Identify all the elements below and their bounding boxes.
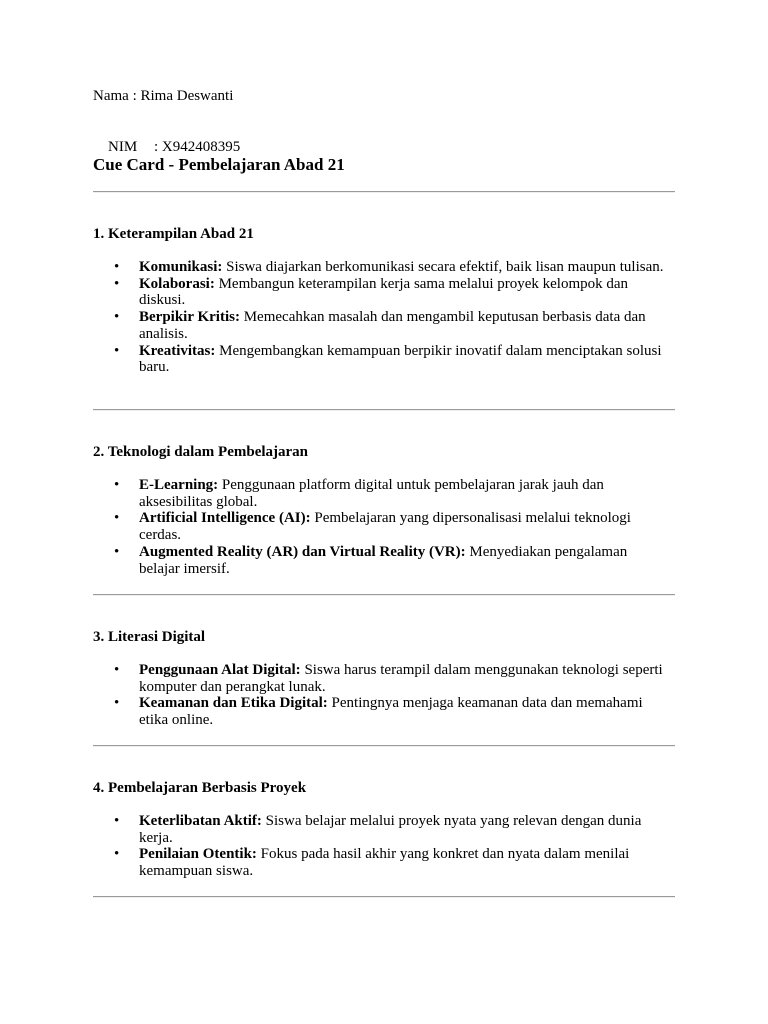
bullet-icon: • bbox=[114, 275, 120, 292]
bullet-icon: • bbox=[114, 342, 120, 359]
item-term: Keamanan dan Etika Digital: bbox=[139, 695, 328, 712]
item-text: Pembelajaran yang dipersonalisasi melalui teknologi cerdas. bbox=[139, 510, 631, 544]
item-text: Fokus pada hasil akhir yang konkret dan nyata dalam menilai kemampuan siswa. bbox=[139, 846, 630, 880]
divider bbox=[93, 896, 675, 898]
divider bbox=[93, 191, 675, 193]
bullet-icon: • bbox=[114, 695, 120, 712]
nim-label: NIM bbox=[108, 139, 138, 155]
bullet-list bbox=[93, 662, 675, 729]
nim-value: : X942408395 bbox=[154, 139, 241, 155]
item-term: Penilaian Otentik: bbox=[139, 846, 257, 863]
bullet-icon: • bbox=[114, 846, 120, 863]
bullet-icon: • bbox=[114, 510, 120, 527]
item-text: Mengembangkan kemampuan berpikir inovatif dalam menciptakan solusi baru. bbox=[139, 342, 662, 376]
item-text: Pentingnya menjaga keamanan data dan memahami etika online. bbox=[139, 695, 643, 729]
item-term: Kolaborasi: bbox=[139, 275, 215, 292]
bullet-icon: • bbox=[114, 543, 120, 560]
list-item bbox=[93, 309, 675, 342]
item-term: Keterlibatan Aktif: bbox=[139, 813, 262, 829]
section-heading: 1. Keterampilan Abad 21 bbox=[93, 226, 254, 242]
student-name: Nama : Rima Deswanti bbox=[93, 88, 234, 104]
divider bbox=[93, 594, 675, 596]
list-item bbox=[93, 477, 675, 510]
list-item bbox=[93, 510, 675, 543]
list-item bbox=[93, 259, 675, 276]
item-term: Komunikasi: bbox=[139, 259, 223, 275]
list-item bbox=[93, 343, 675, 376]
item-text: Penggunaan platform digital untuk pembelajaran jarak jauh dan aksesibilitas global. bbox=[139, 477, 604, 510]
item-term: Augmented Reality (AR) dan Virtual Reality (VR): bbox=[139, 543, 466, 560]
document-title: Cue Card - Pembelajaran Abad 21 bbox=[93, 155, 345, 174]
section-heading: 3. Literasi Digital bbox=[93, 629, 206, 645]
list-item bbox=[93, 695, 675, 728]
item-term: E-Learning: bbox=[139, 477, 219, 493]
bullet-list bbox=[93, 477, 675, 577]
bullet-icon: • bbox=[114, 813, 120, 829]
list-item bbox=[93, 544, 675, 577]
bullet-icon: • bbox=[114, 259, 120, 275]
item-term: Penggunaan Alat Digital: bbox=[139, 662, 301, 678]
bullet-list bbox=[93, 813, 675, 880]
list-item bbox=[93, 846, 675, 879]
item-term: Berpikir Kritis: bbox=[139, 309, 240, 326]
item-term: Kreativitas: bbox=[139, 342, 216, 359]
item-text: Siswa diajarkan berkomunikasi secara efektif, baik lisan maupun tulisan. bbox=[222, 259, 664, 275]
list-item bbox=[93, 662, 675, 695]
divider bbox=[93, 745, 675, 747]
divider bbox=[93, 409, 675, 411]
list-item bbox=[93, 813, 675, 846]
item-text: Memecahkan masalah dan mengambil keputusan berbasis data dan analisis. bbox=[139, 309, 646, 342]
bullet-icon: • bbox=[114, 309, 120, 326]
bullet-icon: • bbox=[114, 477, 120, 493]
section-heading: 2. Teknologi dalam Pembelajaran bbox=[93, 444, 309, 460]
section-heading: 4. Pembelajaran Berbasis Proyek bbox=[93, 780, 307, 796]
item-text: Siswa belajar melalui proyek nyata yang relevan dengan dunia kerja. bbox=[139, 813, 642, 846]
bullet-icon: • bbox=[114, 662, 120, 678]
item-term: Artificial Intelligence (AI): bbox=[139, 510, 311, 527]
item-text: Siswa harus terampil dalam menggunakan teknologi seperti komputer dan perangkat lunak. bbox=[139, 662, 663, 695]
item-text: Membangun keterampilan kerja sama melalui proyek kelompok dan diskusi. bbox=[139, 275, 629, 309]
bullet-list bbox=[93, 259, 675, 376]
list-item bbox=[93, 276, 675, 309]
item-text: Menyediakan pengalaman belajar imersif. bbox=[139, 543, 628, 577]
